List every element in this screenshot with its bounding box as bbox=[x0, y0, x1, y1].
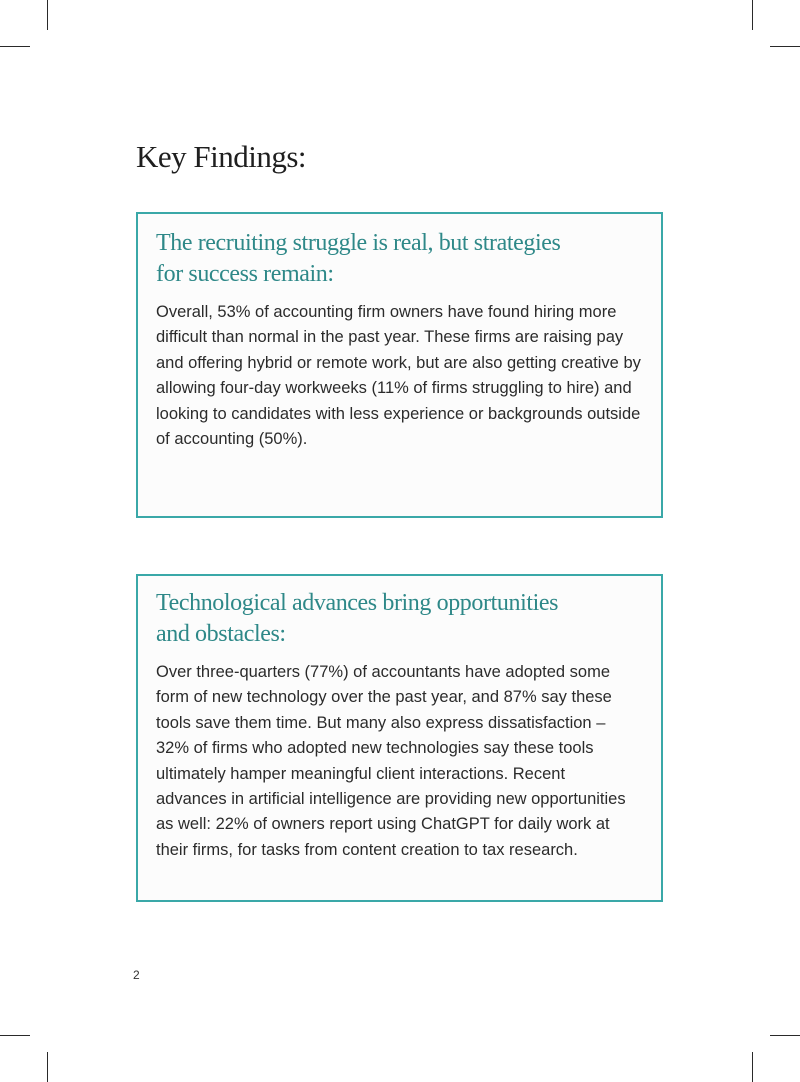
page-number: 2 bbox=[133, 968, 140, 982]
crop-mark-top-right-vertical bbox=[752, 0, 753, 30]
crop-mark-top-left-vertical bbox=[47, 0, 48, 30]
finding-heading-line-1: The recruiting struggle is real, but strategies bbox=[156, 230, 561, 256]
finding-heading bbox=[156, 228, 626, 290]
crop-mark-bottom-right-horizontal bbox=[770, 1035, 800, 1036]
crop-mark-top-right-horizontal bbox=[770, 46, 800, 47]
crop-mark-bottom-left-horizontal bbox=[0, 1035, 30, 1036]
finding-card-technology bbox=[136, 574, 663, 902]
crop-mark-top-left-horizontal bbox=[0, 46, 30, 47]
page-title: Key Findings: bbox=[136, 139, 307, 174]
crop-mark-bottom-right-vertical bbox=[752, 1052, 753, 1082]
finding-heading-line-1: Technological advances bring opportunities bbox=[156, 590, 559, 616]
finding-heading-line-2: and obstacles: bbox=[156, 621, 286, 647]
finding-body: Overall, 53% of accounting firm owners have found hiring more difficult than normal in the past year. These firms are raising pay and offering hybrid or remote work, but are also getting creative by allowing four-day workweeks (11% of firms struggling to hire) and looking to candidates with less experience or backgrounds outside of accounting (50%). bbox=[156, 303, 641, 449]
finding-heading bbox=[156, 588, 626, 650]
finding-body: Over three-quarters (77%) of accountants have adopted some form of new technology over the past year, and 87% say these tools save them time. But many also express dissatisfaction – 32% of firms who adopted new technologies say these tools ultimately hamper meaningful client interactions. Recent advances in artificial intelligence are providing new opportunities as well: 22% of owners report using ChatGPT for daily work at their firms, for tasks from content creation to tax research. bbox=[156, 663, 626, 859]
finding-heading-line-2: for success remain: bbox=[156, 261, 334, 287]
finding-card-recruiting bbox=[136, 212, 663, 518]
crop-mark-bottom-left-vertical bbox=[47, 1052, 48, 1082]
